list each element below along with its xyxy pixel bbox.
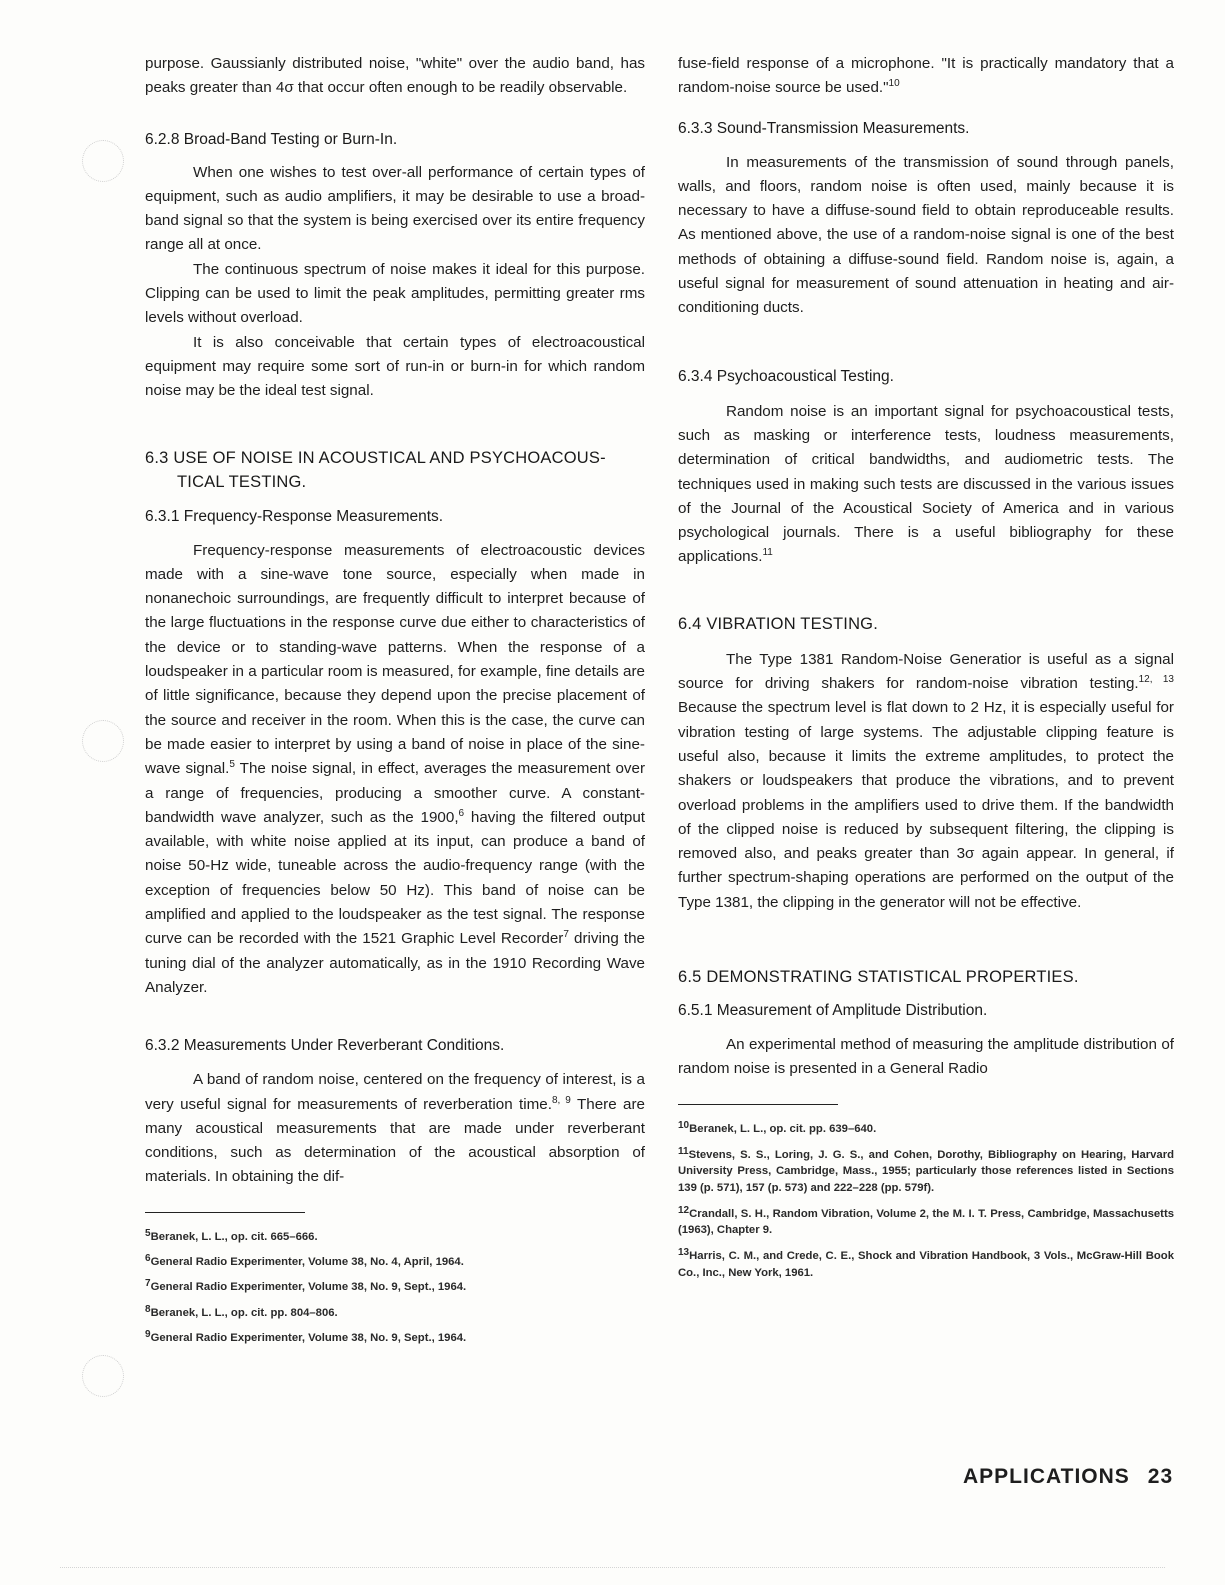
footnotes <box>678 1121 1174 1281</box>
footnote: $^{13}$Harris, C. M., and Crede, C. E., Shock and Vibration Handbook, 3 Vols., McGraw-Hill Book Co., Inc., New York, 1961. <box>678 1247 1174 1279</box>
paragraph: Frequency-response measurements of electroacoustic devices made with a sine-wave tone source, especially when made in nonanechoic surroundings, are frequently difficult to interpret because of the large fluctuations in the response curve due either to characteristics of the device or to standing-wave patterns. When the response of a loudspeaker in a particular room is measured, for example, fine details are of little significance, because they depend upon the precise placement of the source and receiver in the room. When this is the case, the curve can be made easier to interpret by using a band of noise in place of the sine-wave signal.$^5$ The noise signal, in effect, averages the measurement over a range of frequencies, producing a smoother curve. A constant-bandwidth wave analyzer, such as the 1900,$^6$ having the filtered output available, with white noise applied at its input, can produce a band of noise 50-Hz wide, tuneable across the audio-frequency range (with the exception of frequencies below 50 Hz). This band of noise can be amplified and applied to the loudspeaker as the test signal. The response curve can be recorded with the 1521 Graphic Level Recorder$^7$ driving the tuning dial of the analyzer automatically, as in the 1910 Recording Wave Analyzer. <box>145 541 646 996</box>
right-column <box>678 52 1174 1281</box>
footnote: $^{10}$Beranek, L. L., op. cit. pp. 639–640. <box>678 1119 877 1135</box>
page-footer <box>963 1465 1173 1489</box>
paragraph: Random noise is an important signal for psychoacoustical tests, such as masking or interference tests, loudness measurements, determination of critical bandwidths, and audiometric tests. The techniques used in making such tests are discussed in the various issues of the Journal of the Acoustical Society of America and in various psychological journals. There is a useful bibliography for these applications.$^{11}$ <box>678 402 1174 566</box>
footnote: $^8$Beranek, L. L., op. cit. pp. 804–806. <box>145 1303 338 1319</box>
footer-section-title: APPLICATIONS <box>963 1465 1130 1488</box>
footnote: $^9$General Radio Experimenter, Volume 38, No. 9, Sept., 1964. <box>145 1328 467 1344</box>
section-heading <box>145 446 645 494</box>
paragraph: An experimental method of measuring the amplitude distribution of random noise is presented in a General Radio <box>678 1036 1174 1078</box>
scan-edge-dots <box>60 1567 1165 1569</box>
footnote: $^{12}$Crandall, S. H., Random Vibration, Volume 2, the M. I. T. Press, Cambridge, Massachusetts (1963), Chapter 9. <box>678 1204 1174 1237</box>
footnote-rule <box>678 1104 838 1105</box>
section-heading: 6.2.8 Broad-Band Testing or Burn-In. <box>145 130 398 148</box>
footnote: $^{11}$Stevens, S. S., Loring, J. G. S., and Cohen, Dorothy, Bibliography on Hearing, Harvard University Press, Cambridge, Mass., 1955; particularly those references listed in Sections 139 (p. 571), 157 (p. 573) and 222–228 (pp. 579f). <box>678 1145 1174 1194</box>
section-heading: 6.5.1 Measurement of Amplitude Distribution. <box>678 1002 988 1020</box>
paragraph: fuse-field response of a microphone. "It is practically mandatory that a random-noise source be used."$^{10}$ <box>678 55 1174 97</box>
page-number: 23 <box>1147 1465 1174 1488</box>
section-heading: 6.4 VIBRATION TESTING. <box>678 614 878 633</box>
footnote: $^7$General Radio Experimenter, Volume 38, No. 9, Sept., 1964. <box>145 1278 467 1294</box>
footnote: $^6$General Radio Experimenter, Volume 38, No. 4, April, 1964. <box>145 1252 464 1268</box>
section-heading: 6.3.3 Sound-Transmission Measurements. <box>678 119 970 137</box>
heading-line: 6.3 USE OF NOISE IN ACOUSTICAL AND PSYCHOACOUS- <box>145 448 606 467</box>
paragraph: When one wishes to test over-all performance of certain types of equipment, such as audio amplifiers, it may be desirable to use a broad-band signal so that the system is being exercised over its entire frequency range all at once. <box>145 163 645 254</box>
punch-hole-mark <box>82 720 124 762</box>
paragraph: In measurements of the transmission of sound through panels, walls, and floors, random noise is often used, mainly because it is necessary to have a diffuse-sound field to obtain reproduceable results. As mentioned above, the use of a random-noise signal is one of the best methods of obtaining a diffuse-sound field. Random noise is, again, a useful signal for measurement of sound attenuation in heating and air-conditioning ducts. <box>678 153 1174 317</box>
footnote: $^5$Beranek, L. L., op. cit. 665–666. <box>145 1227 318 1243</box>
footnotes <box>145 1229 645 1346</box>
paragraph: purpose. Gaussianly distributed noise, "white" over the audio band, has peaks greater than 4σ that occur often enough to be readily observable. <box>145 55 645 97</box>
section-heading: 6.3.2 Measurements Under Reverberant Conditions. <box>145 1037 505 1055</box>
punch-hole-mark <box>82 140 124 182</box>
heading-line: TICAL TESTING. <box>177 472 307 491</box>
paragraph: The Type 1381 Random-Noise Generatior is useful as a signal source for driving shakers for random-noise vibration testing.$^{12, 13}$ Because the spectrum level is flat down to 2 Hz, it is especially useful for vibration testing of large systems. The adjustable clipping feature is useful also, because it limits the extreme amplitudes, to protect the shakers or loudspeakers that produce the vibrations, and to prevent overload problems in the amplifiers used to drive them. If the bandwidth of the clipped noise is reduced by subsequent filtering, the clipping is removed also, and peaks greater than 3σ again appear. In general, if further spectrum-shaping operations are performed on the output of the Type 1381, the clipping in the generator will not be effective. <box>678 650 1174 911</box>
paragraph: A band of random noise, centered on the frequency of interest, is a very useful signal for measurements of reverberation time.$^{8, 9}$ There are many acoustical measurements that are made under reverberant conditions, such as determination of the acoustical absorption of materials. In obtaining the dif- <box>145 1071 646 1186</box>
section-heading: 6.3.1 Frequency-Response Measurements. <box>145 507 444 525</box>
paragraph: It is also conceivable that certain types of electroacoustical equipment may require some sort of run-in or burn-in for which random noise may be the ideal test signal. <box>145 333 645 400</box>
left-column <box>145 52 645 1346</box>
footnote-rule <box>145 1212 305 1213</box>
section-heading: 6.5 DEMONSTRATING STATISTICAL PROPERTIES. <box>678 968 1079 987</box>
section-heading: 6.3.4 Psychoacoustical Testing. <box>678 367 894 385</box>
punch-hole-mark <box>82 1355 124 1397</box>
paragraph: The continuous spectrum of noise makes it ideal for this purpose. Clipping can be used to limit the peak amplitudes, permitting greater rms levels without overload. <box>145 260 645 327</box>
